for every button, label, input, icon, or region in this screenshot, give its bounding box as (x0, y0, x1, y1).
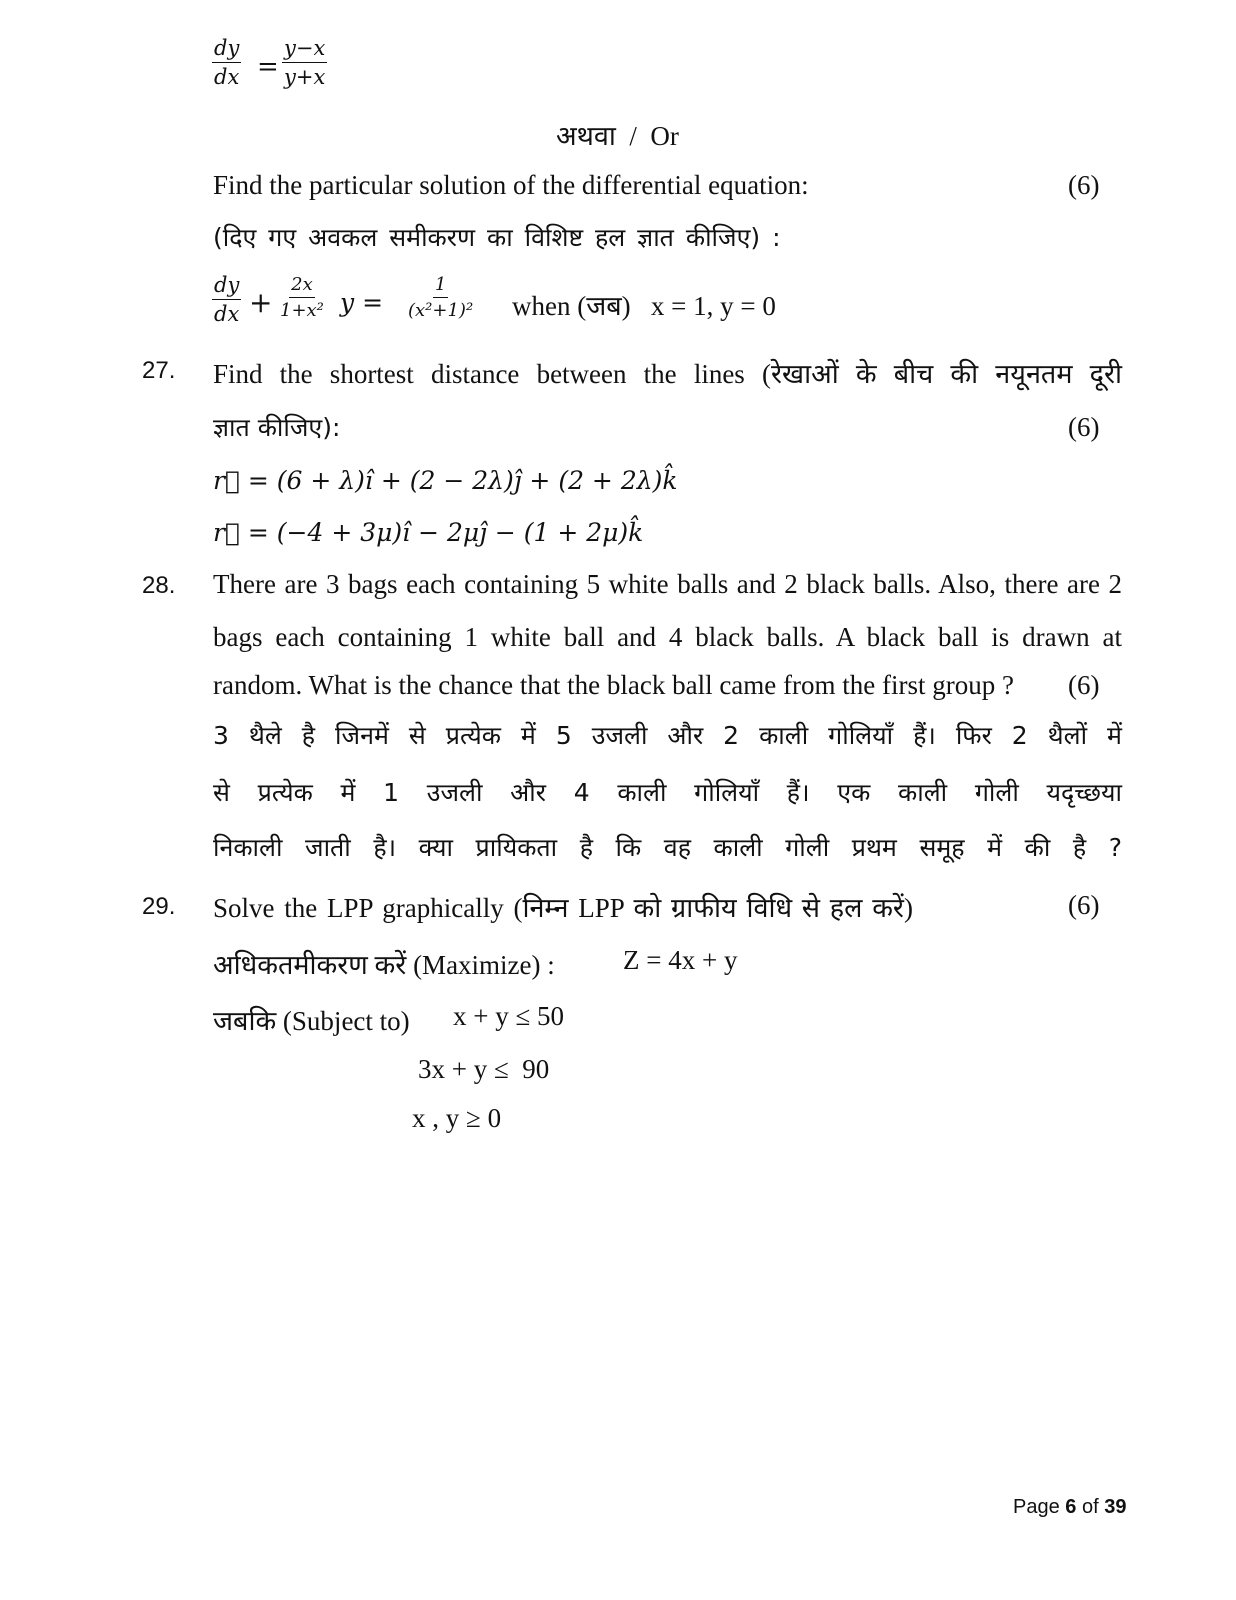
fraction-numerator: 1 (433, 276, 448, 298)
q29-marks: (6) (1068, 890, 1100, 920)
page-total: 39 (1104, 1496, 1127, 1518)
fraction-denominator: 1+x² (280, 300, 324, 321)
q26-eq-y: y = (340, 288, 384, 317)
q29-constraint-3: x , y ≥ 0 (412, 1103, 502, 1133)
q27-eq2: r⃗ = (−4 + 3μ)î − 2μĵ − (1 + 2μ)k̂ (213, 518, 644, 547)
or-divider: अथवा / Or (556, 121, 679, 151)
q26-or-text-hi: (दिए गए अवकल समीकरण का विशिष्ट हल ज्ञात कीजिए) : (213, 223, 781, 252)
fraction-numerator: dy (212, 275, 241, 300)
fraction-numerator: y−x (282, 38, 327, 63)
q26-or-marks: (6) (1068, 170, 1100, 200)
q27-number: 27. (142, 357, 176, 384)
page-number: 6 (1065, 1496, 1077, 1518)
q26-eq-term2 (280, 276, 324, 320)
q29-subject-label: जबकि (Subject to) (213, 1006, 410, 1036)
q28-hi1: 3 थैले है जिनमें से प्रत्येक में 5 उजली और 2 काली गोलियाँ हैं। फिर 2 थैलों में (213, 721, 1122, 750)
q26-or-text-en: Find the particular solution of the differential equation: (213, 170, 809, 200)
fraction-numerator: dy (212, 38, 241, 63)
of-label: of (1081, 1496, 1099, 1518)
q28-hi2: से प्रत्येक में 1 उजली और 4 काली गोलियाँ हैं। एक काली गोली यदृच्छया (213, 778, 1122, 807)
page-label: Page (1013, 1496, 1060, 1518)
q27-eq1: r⃗ = (6 + λ)î + (2 − 2λ)ĵ + (2 + 2λ)k̂ (213, 466, 678, 495)
q28-number: 28. (142, 572, 176, 599)
top-eq-lhs-fraction (212, 38, 241, 88)
q26-eq-plus: + (249, 286, 273, 319)
page-footer (1013, 1496, 1126, 1519)
q27-line2: ज्ञात कीजिए): (213, 413, 341, 442)
q29-constraint-1: x + y ≤ 50 (453, 1001, 565, 1031)
q29-objective: Z = 4x + y (623, 945, 738, 975)
q28-line3: random. What is the chance that the black ball came from the first group ? (213, 670, 1014, 700)
q29-maximize-label: अधिकतमीकरण करें (Maximize) : (213, 950, 555, 980)
q27-marks: (6) (1068, 412, 1100, 442)
q27-line1: Find the shortest distance between the lines (रेखाओं के बीच की नयूनतम दूरी (213, 359, 1122, 389)
q29-line1: Solve the LPP graphically (निम्न LPP को ग्राफीय विधि से हल करें) (213, 893, 913, 923)
top-eq-equals: = (257, 52, 279, 82)
fraction-denominator: y+x (284, 65, 326, 89)
q28-line1: There are 3 bags each containing 5 white balls and 2 black balls. Also, there are 2 (213, 569, 1122, 599)
fraction-denominator: dx (214, 65, 240, 89)
fraction-denominator: (x²+1)² (408, 300, 474, 321)
q29-constraint-2: 3x + y ≤ 90 (418, 1054, 550, 1084)
top-eq-rhs-fraction (282, 38, 327, 88)
fraction-denominator: dx (214, 302, 240, 326)
q28-marks: (6) (1068, 670, 1100, 700)
q29-number: 29. (142, 893, 176, 920)
fraction-numerator: 2x (289, 276, 315, 298)
q26-eq-term3 (408, 276, 473, 320)
q28-line2: bags each containing 1 white ball and 4 black balls. A black ball is drawn at (213, 622, 1122, 652)
q28-hi3: निकाली जाती है। क्या प्रायिकता है कि वह काली गोली प्रथम समूह में की है ? (213, 833, 1122, 862)
q26-eq-term1 (212, 275, 241, 325)
q26-eq-condition: when (जब) x = 1, y = 0 (512, 291, 776, 321)
